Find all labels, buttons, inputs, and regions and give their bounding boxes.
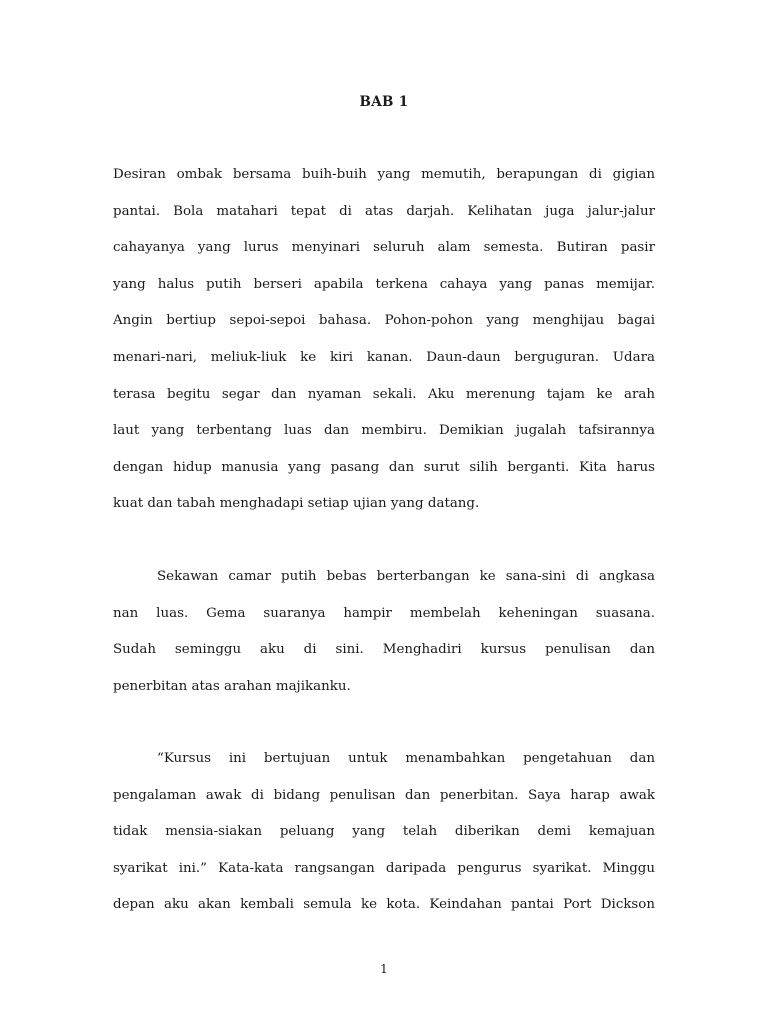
paragraph-line: terasa begitu segar dan nyaman sekali. Aku merenung tajam ke arah xyxy=(113,386,655,402)
paragraph-line: cahayanya yang lurus menyinari seluruh alam semesta. Butiran pasir xyxy=(113,240,655,256)
chapter-title: BAB 1 xyxy=(359,94,409,110)
paragraph-line: dengan hidup manusia yang pasang dan surut silih berganti. Kita harus xyxy=(113,459,655,475)
paragraph-line: Desiran ombak bersama buih-buih yang memutih, berapungan di gigian xyxy=(113,167,655,182)
paragraph-line: Angin bertiup sepoi-sepoi bahasa. Pohon-pohon yang menghijau bagai xyxy=(113,313,655,329)
paragraph-1 xyxy=(113,157,655,523)
paragraph-line: Sekawan camar putih bebas berterbangan ke sana-sini di angkasa xyxy=(157,569,655,584)
paragraph-2 xyxy=(113,559,655,705)
paragraph-line: nan luas. Gema suaranya hampir membelah keheningan suasana. xyxy=(113,605,655,621)
paragraph-line: syarikat ini.” Kata-kata rangsangan daripada pengurus syarikat. Minggu xyxy=(113,860,655,876)
page-number: 1 xyxy=(380,962,388,976)
paragraph-line: pantai. Bola matahari tepat di atas darjah. Kelihatan juga jalur-jalur xyxy=(113,203,655,219)
paragraph-line: “Kursus ini bertujuan untuk menambahkan pengetahuan dan xyxy=(157,751,655,766)
paragraph-line: pengalaman awak di bidang penulisan dan penerbitan. Saya harap awak xyxy=(113,787,655,803)
paragraph-line: depan aku akan kembali semula ke kota. Keindahan pantai Port Dickson xyxy=(113,897,655,913)
paragraph-line: Sudah seminggu aku di sini. Menghadiri kursus penulisan dan xyxy=(113,642,655,658)
paragraph-line: penerbitan atas arahan majikanku. xyxy=(113,678,351,694)
paragraph-line: menari-nari, meliuk-liuk ke kiri kanan. Daun-daun berguguran. Udara xyxy=(113,349,655,365)
paragraph-line: yang halus putih berseri apabila terkena cahaya yang panas memijar. xyxy=(113,276,655,292)
paragraph-line: kuat dan tabah menghadapi setiap ujian yang datang. xyxy=(113,496,480,512)
paragraph-line: tidak mensia-siakan peluang yang telah diberikan demi kemajuan xyxy=(113,824,655,840)
paragraph-line: laut yang terbentang luas dan membiru. Demikian jugalah tafsirannya xyxy=(113,423,655,439)
paragraph-3 xyxy=(113,741,655,924)
